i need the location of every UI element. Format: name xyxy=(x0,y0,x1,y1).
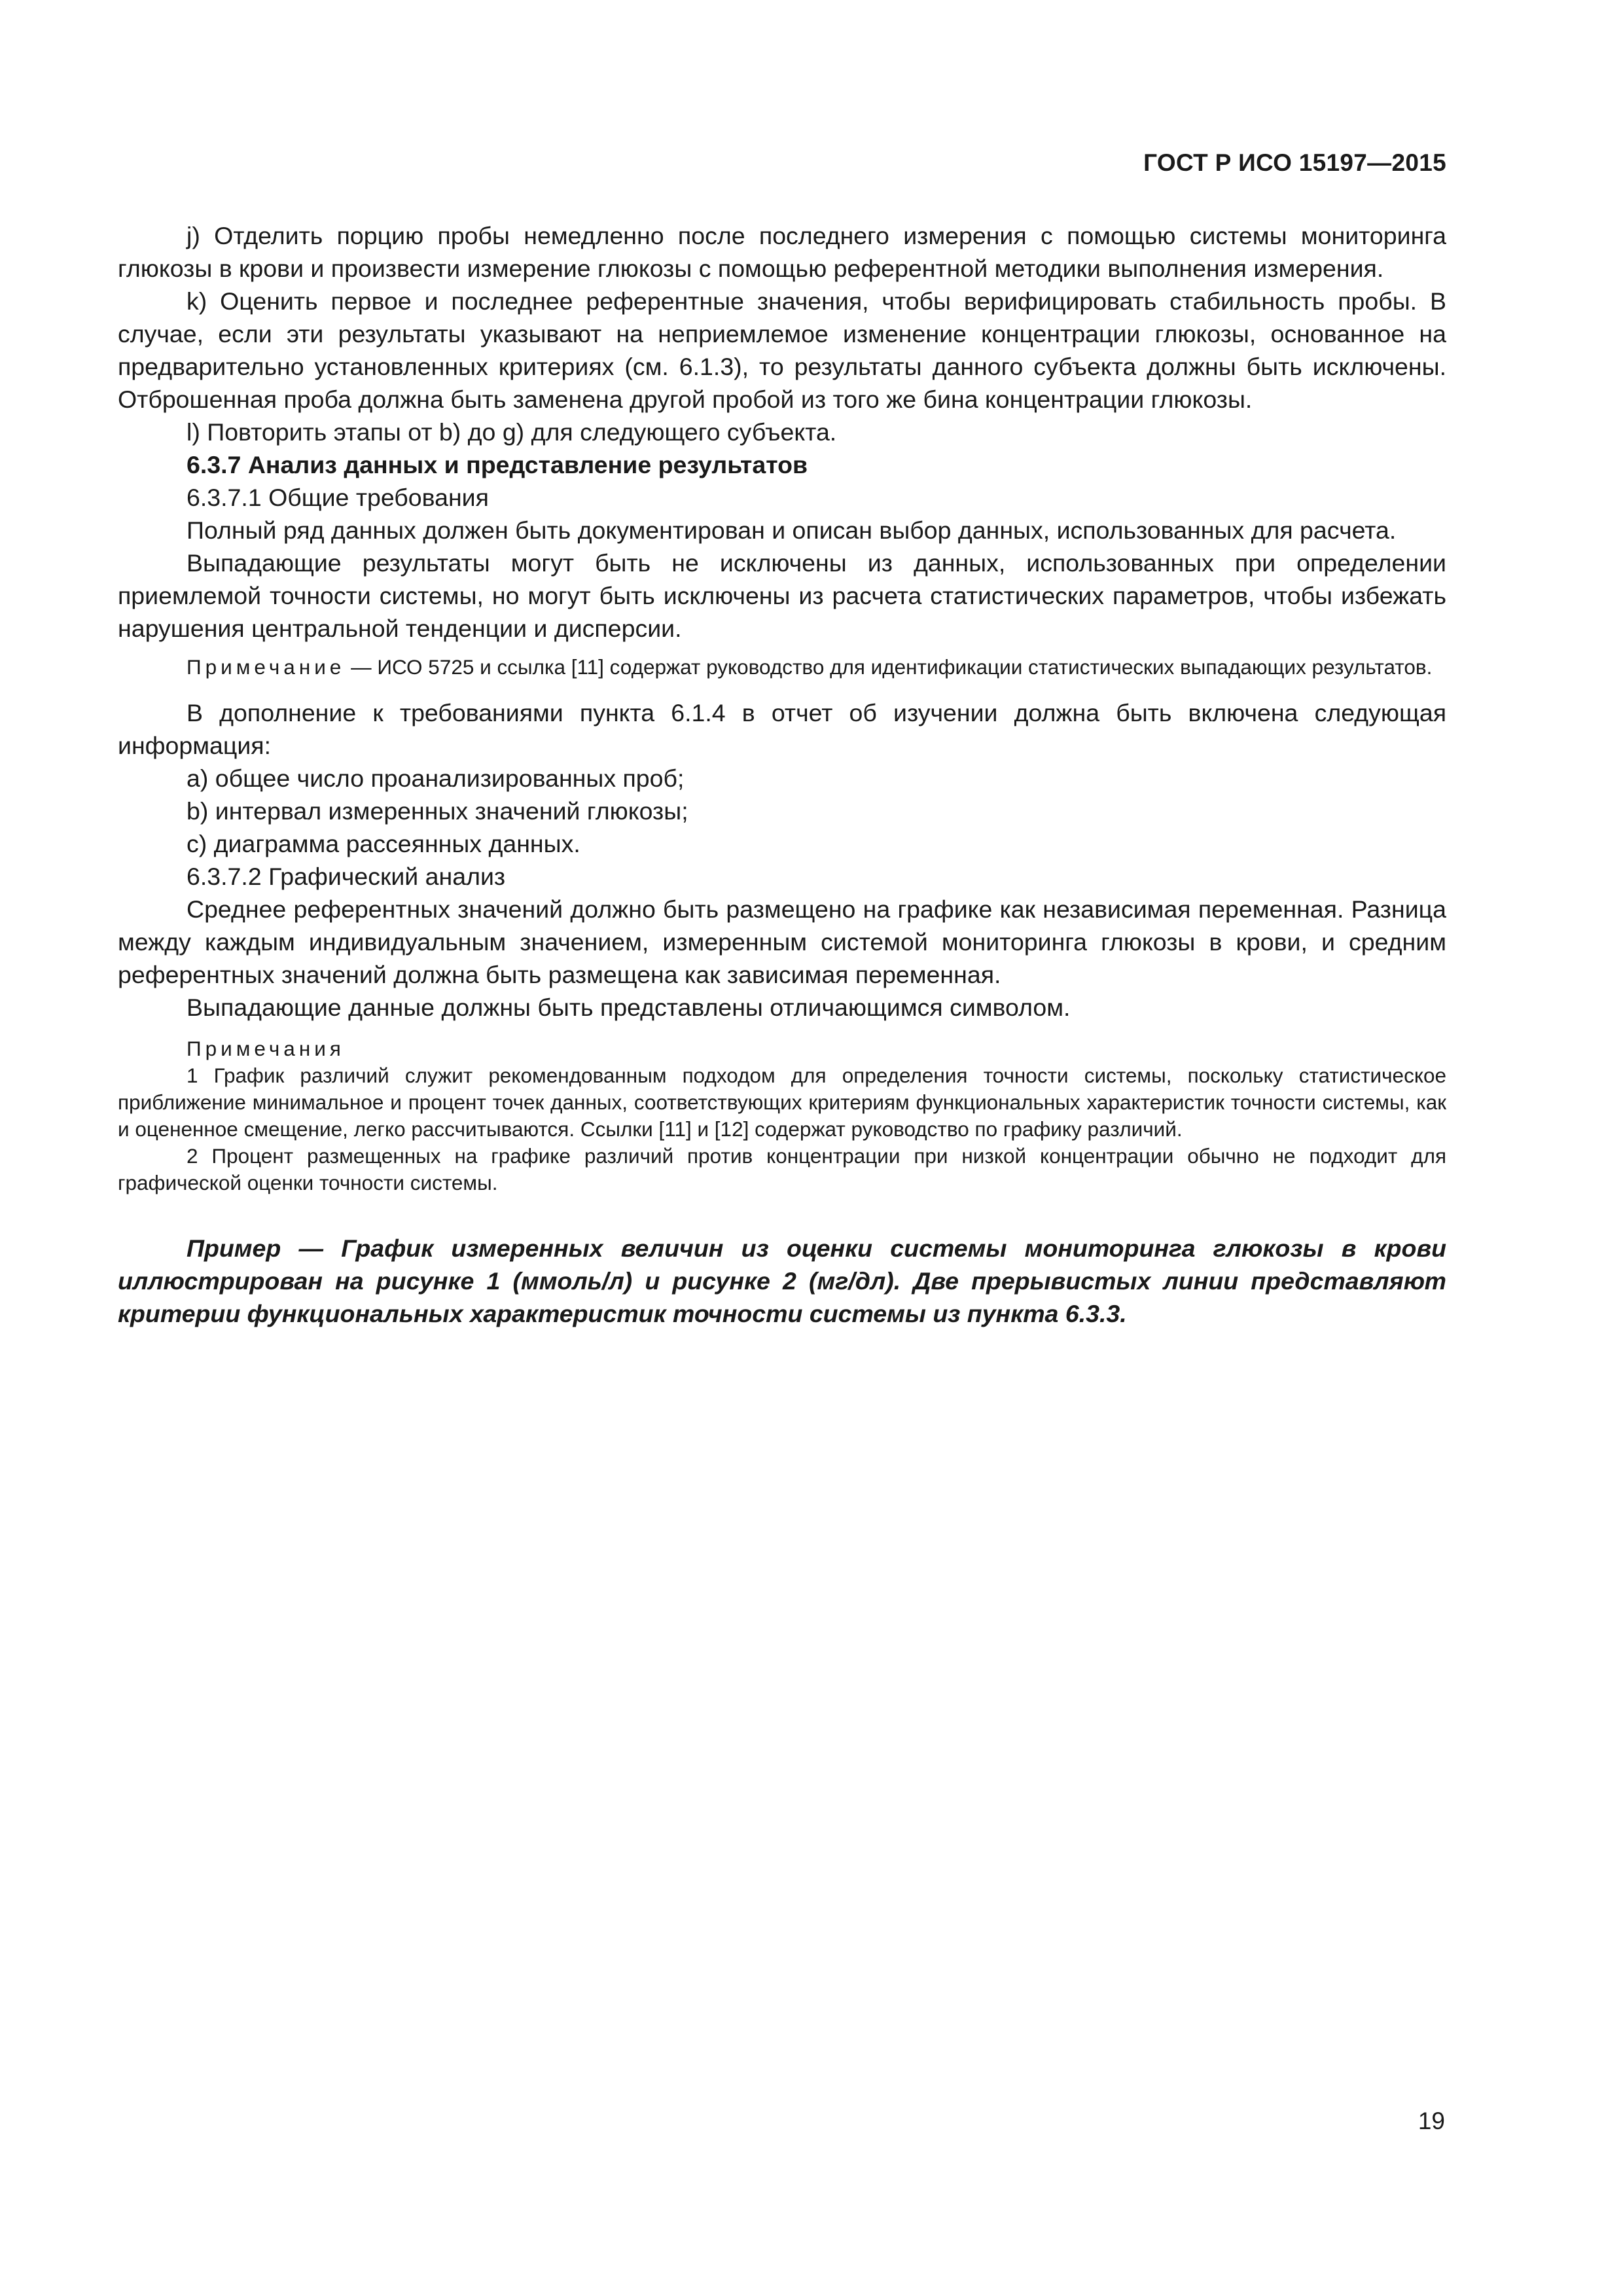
paragraph-outliers: Выпадающие результаты могут быть не исключены из данных, использованных при определении приемлемой точности системы, но могут быть исключены из расчета статистических параметров, чтобы избежать нарушения центральной тенденции и дисперсии. xyxy=(118,549,1446,642)
document-body xyxy=(118,219,1446,1330)
subsection-heading-6-3-7-2: 6.3.7.2 Графический анализ xyxy=(187,863,506,890)
note-2: 2 Процент размещенных на графике различий против концентрации при низкой концентрации обычно не подходит для графической оценки точности системы. xyxy=(118,1144,1446,1194)
note-label: Примечание xyxy=(187,655,346,679)
paragraph-j: j) Отделить порцию пробы немедленно после последнего измерения с помощью системы мониторинга глюкозы в крови и произвести измерение глюкозы с помощью референтной методики выполнения измерения. xyxy=(118,222,1446,282)
note-text: — ИСО 5725 и ссылка [11] содержат руководство для идентификации статистических выпадающих результатов. xyxy=(345,655,1433,679)
list-item-b: b) интервал измеренных значений глюкозы; xyxy=(187,797,688,825)
note-1: 1 График различий служит рекомендованным подходом для определения точности системы, поскольку статистическое приближение минимальное и процент точек данных, соответствующих критериям функциональных характеристик точности системы, как и оцененное смещение, легко рассчитываются. Ссылки [11] и [12] содержат руководство по графику различий. xyxy=(118,1064,1446,1141)
paragraph-report: В дополнение к требованиями пункта 6.1.4 в отчет об изучении должна быть включена следующая информация: xyxy=(118,699,1446,759)
paragraph-full-data: Полный ряд данных должен быть документирован и описан выбор данных, использованных для расчета. xyxy=(187,516,1397,544)
list-item-a: a) общее число проанализированных проб; xyxy=(187,764,685,792)
note-iso-5725 xyxy=(118,654,1446,681)
list-item-c: c) диаграмма рассеянных данных. xyxy=(187,830,580,857)
subsection-heading-6-3-7-1: 6.3.7.1 Общие требования xyxy=(187,484,489,511)
notes-title: Примечания xyxy=(187,1037,345,1060)
page-number: 19 xyxy=(1418,2108,1445,2134)
paragraph-l: l) Повторить этапы от b) до g) для следующего субъекта. xyxy=(187,418,837,446)
section-heading-6-3-7: 6.3.7 Анализ данных и представление результатов xyxy=(187,451,808,478)
document-header: ГОСТ Р ИСО 15197—2015 xyxy=(1143,149,1446,176)
paragraph-mean: Среднее референтных значений должно быть размещено на графике как независимая переменная. Разница между каждым индивидуальным значением, измеренным системой мониторинга глюкозы в крови, и средним референтных значений должна быть размещена как зависимая переменная. xyxy=(118,895,1446,988)
paragraph-symbol: Выпадающие данные должны быть представлены отличающимся символом. xyxy=(187,994,1071,1021)
paragraph-k: k) Оценить первое и последнее референтные значения, чтобы верифицировать стабильность пробы. В случае, если эти результаты указывают на неприемлемое изменение концентрации глюкозы, основанное на предварительно установленных критериях (см. 6.1.3), то результаты данного субъекта должны быть исключены. Отброшенная проба должна быть заменена другой пробой из того же бина концентрации глюкозы. xyxy=(118,287,1446,413)
example-paragraph: Пример — График измеренных величин из оценки системы мониторинга глюкозы в крови иллюстрирован на рисунке 1 (ммоль/л) и рисунке 2 (мг/дл). Две прерывистых линии представляют критерии функциональных характеристик точности системы из пункта 6.3.3. xyxy=(118,1234,1446,1327)
